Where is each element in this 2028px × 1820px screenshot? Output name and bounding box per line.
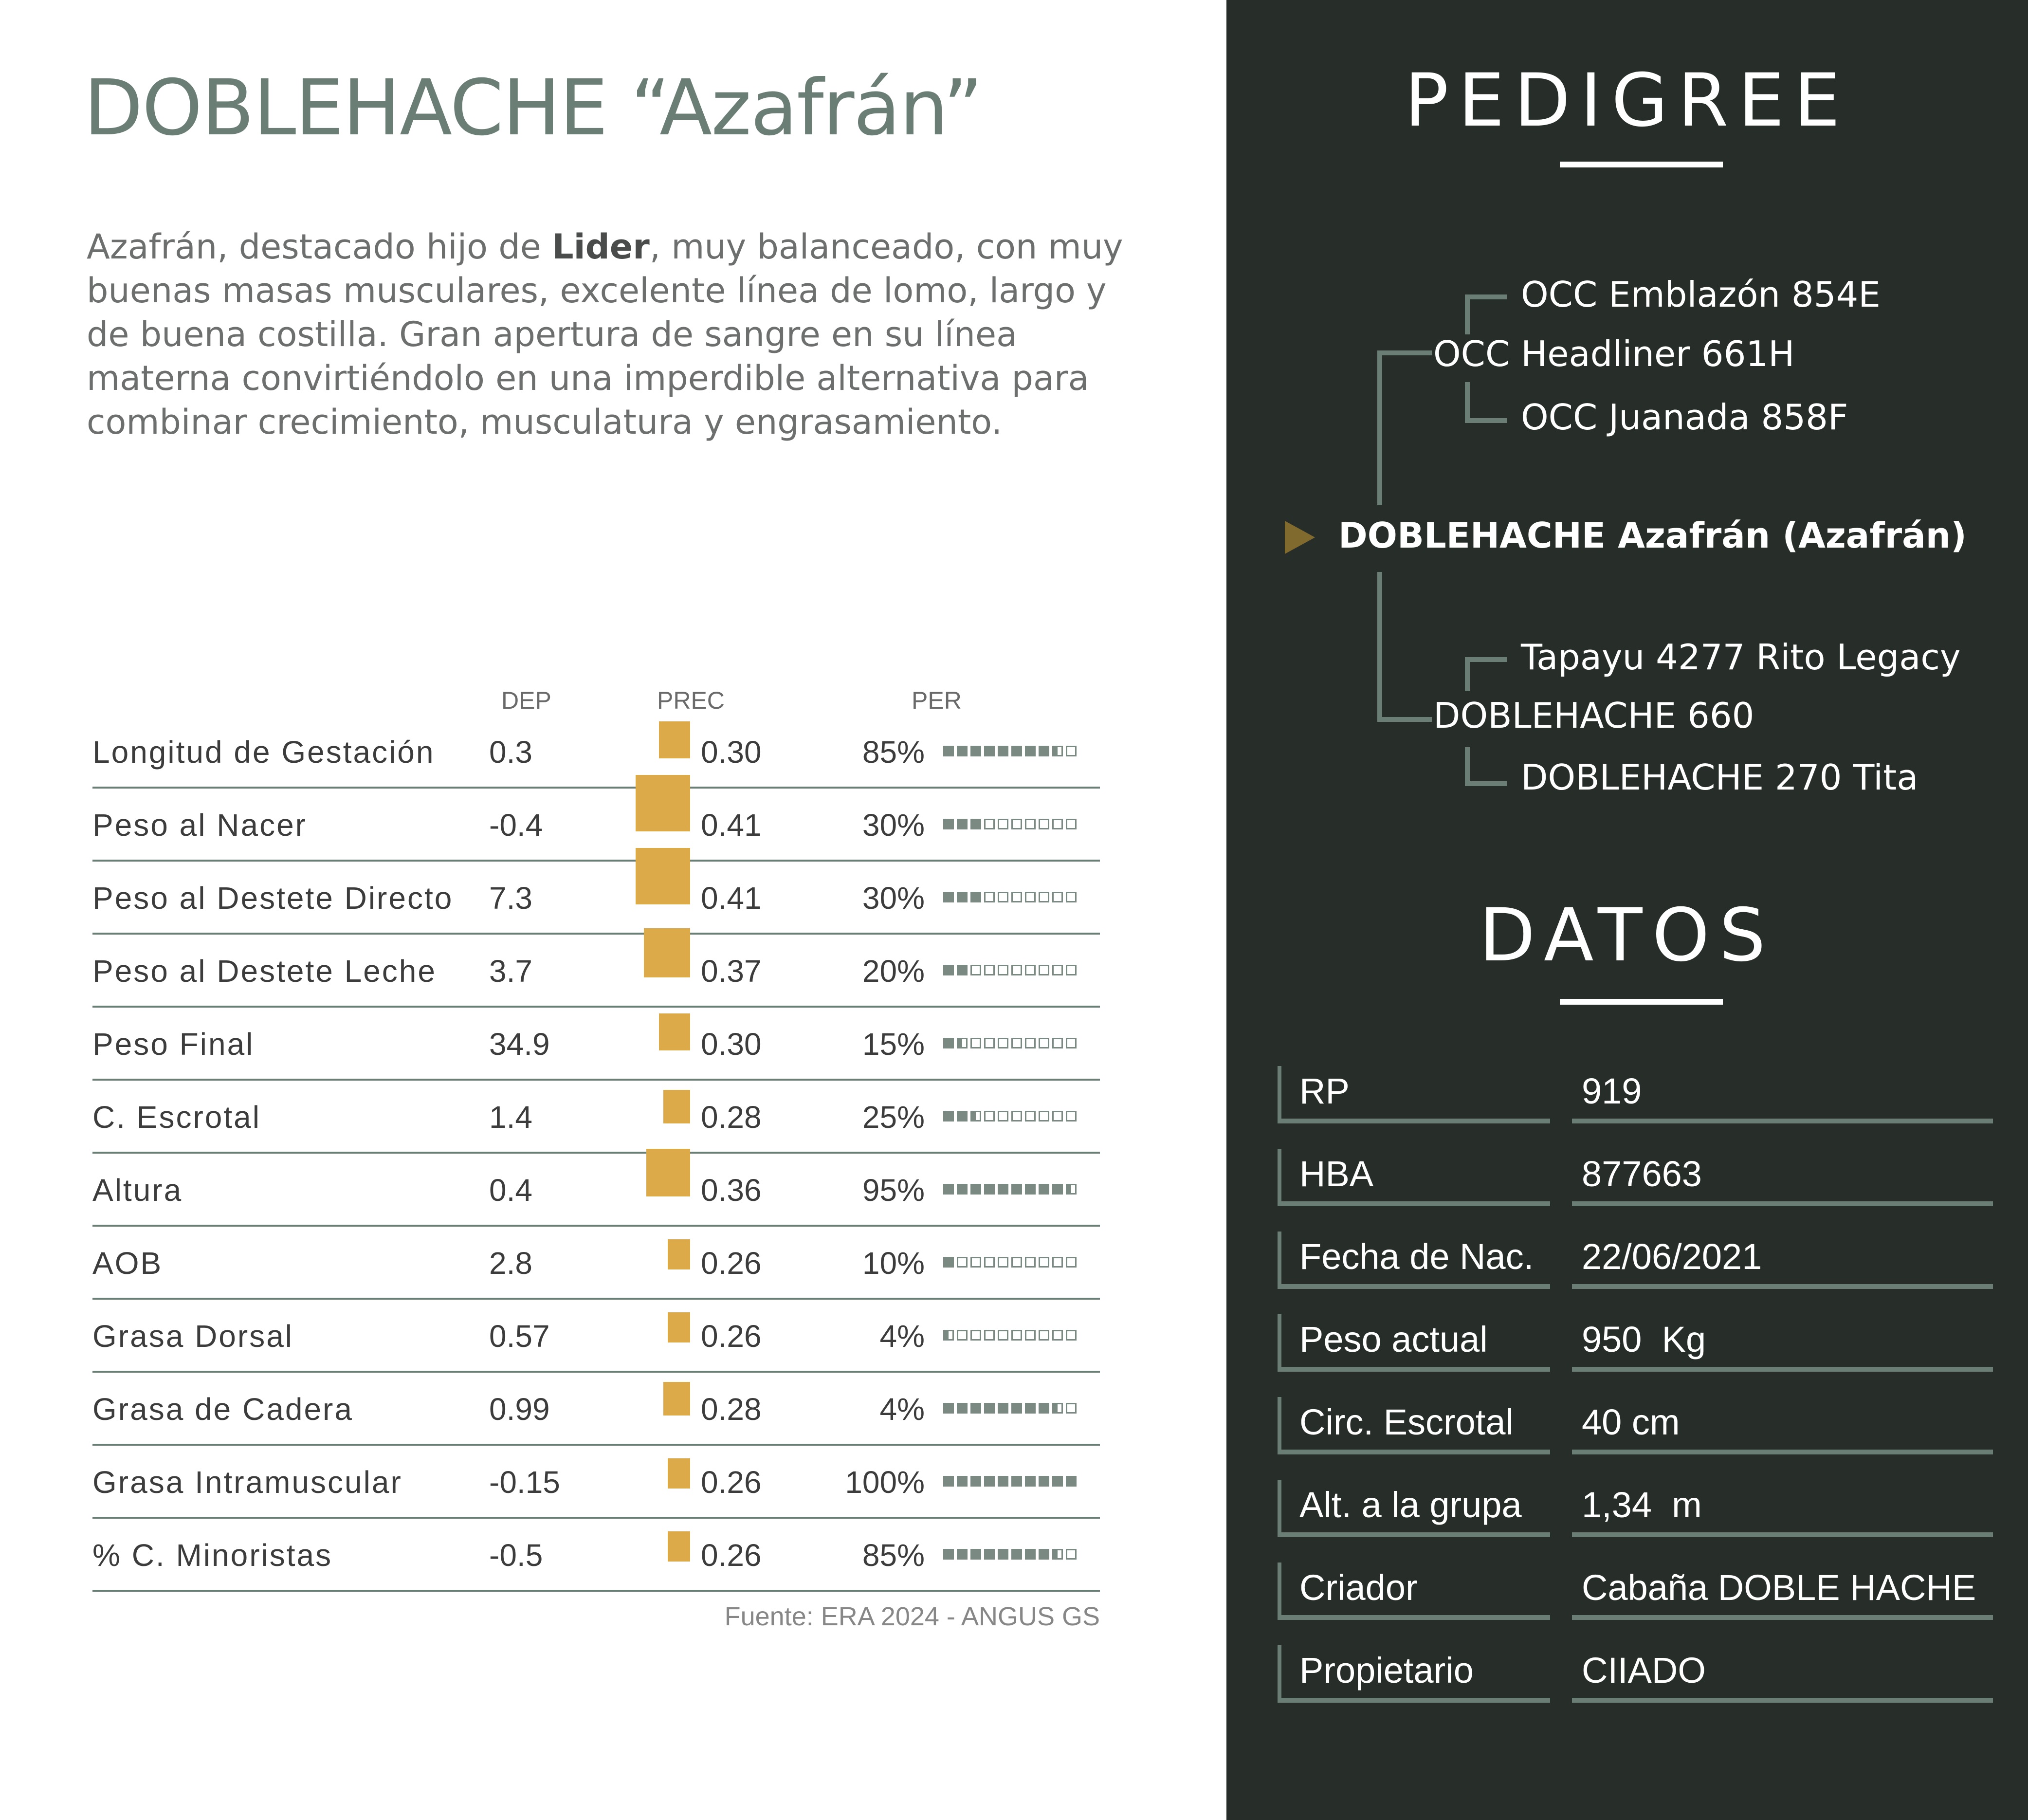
trait-name: Peso al Nacer: [92, 808, 307, 843]
column-header-prec: PREC: [657, 687, 725, 714]
trait-accuracy: 0.36: [701, 1173, 762, 1208]
percentile-square: [1025, 1330, 1036, 1341]
datos-row: [1226, 1056, 2028, 1139]
trait-dep: 3.7: [489, 954, 532, 989]
accuracy-bar: [668, 1312, 690, 1342]
datos-value: 877663: [1582, 1154, 1702, 1194]
trait-dep: -0.15: [489, 1465, 560, 1500]
trait-dep: 0.99: [489, 1392, 550, 1427]
percentile-square: [1052, 892, 1063, 902]
percentile-square: [984, 746, 995, 756]
percentile-square: [1025, 1111, 1036, 1121]
table-row: [0, 789, 1100, 862]
trait-name: Altura: [92, 1173, 183, 1208]
percentile-square: [1025, 1476, 1036, 1487]
percentile-square: [1066, 1330, 1077, 1341]
percentile-meter: [943, 1111, 1079, 1123]
table-row: [0, 1081, 1100, 1154]
trait-dep: 1.4: [489, 1100, 532, 1135]
datos-label: Criador: [1299, 1567, 1418, 1608]
percentile-square: [1011, 746, 1022, 756]
percentile-square: [1066, 1257, 1077, 1268]
percentile-square: [1039, 1476, 1049, 1487]
percentile-square: [1052, 819, 1063, 829]
trait-percentile: 30%: [862, 808, 925, 843]
datos-label: HBA: [1299, 1154, 1374, 1194]
percentile-square: [957, 1038, 968, 1048]
percentile-square: [943, 965, 954, 975]
percentile-square: [998, 1403, 1008, 1414]
accuracy-bar: [668, 1458, 690, 1489]
percentile-square: [1011, 1403, 1022, 1414]
trait-accuracy: 0.28: [701, 1392, 762, 1427]
percentile-square: [957, 1403, 968, 1414]
datos-value: 22/06/2021: [1582, 1236, 1762, 1277]
trait-name: C. Escrotal: [92, 1100, 261, 1135]
accuracy-bar: [644, 928, 690, 977]
percentile-square: [1066, 1038, 1077, 1048]
pedigree-connector: [1377, 350, 1432, 355]
table-row: [0, 1373, 1100, 1446]
trait-name: Peso al Destete Directo: [92, 881, 454, 916]
table-row: [0, 716, 1100, 789]
description-sire-name: Lider: [552, 227, 650, 267]
percentile-square: [984, 1403, 995, 1414]
datos-row: [1226, 1553, 2028, 1636]
percentile-square: [957, 1184, 968, 1195]
percentile-meter: [943, 1403, 1079, 1416]
percentile-square: [970, 819, 981, 829]
percentile-square: [1025, 1403, 1036, 1414]
trait-name: Grasa Intramuscular: [92, 1465, 402, 1500]
datos-row: [1226, 1139, 2028, 1222]
trait-dep: 7.3: [489, 881, 532, 916]
trait-accuracy: 0.30: [701, 1027, 762, 1062]
percentile-square: [998, 1549, 1008, 1560]
percentile-square: [1039, 1330, 1049, 1341]
percentile-square: [1052, 1549, 1063, 1560]
percentile-square: [957, 1330, 968, 1341]
pedigree-connector: [1465, 747, 1470, 786]
trait-dep: 0.4: [489, 1173, 532, 1208]
percentile-square: [1011, 1257, 1022, 1268]
percentile-square: [984, 819, 995, 829]
table-row: [0, 1519, 1100, 1592]
table-row: [0, 935, 1100, 1008]
percentile-square: [957, 1257, 968, 1268]
trait-percentile: 30%: [862, 881, 925, 916]
percentile-square: [1052, 1184, 1063, 1195]
pedigree-pointer-icon: [1285, 521, 1315, 554]
trait-name: Peso al Destete Leche: [92, 954, 437, 989]
percentile-square: [1039, 1549, 1049, 1560]
percentile-square: [998, 1476, 1008, 1487]
accuracy-bar: [663, 1382, 690, 1416]
percentile-meter: [943, 1038, 1079, 1050]
percentile-square: [943, 746, 954, 756]
table-row: [0, 862, 1100, 935]
percentile-square: [1039, 965, 1049, 975]
percentile-square: [1025, 1038, 1036, 1048]
percentile-square: [1025, 1184, 1036, 1195]
percentile-meter: [943, 1330, 1079, 1342]
source-note: Fuente: ERA 2024 - ANGUS GS: [724, 1602, 1100, 1631]
percentile-square: [998, 1330, 1008, 1341]
datos-label: Peso actual: [1299, 1319, 1488, 1360]
accuracy-bar: [646, 1149, 690, 1196]
trait-name: Grasa Dorsal: [92, 1319, 293, 1354]
percentile-square: [970, 1549, 981, 1560]
percentile-square: [970, 1403, 981, 1414]
trait-accuracy: 0.30: [701, 735, 762, 770]
percentile-square: [1011, 1184, 1022, 1195]
pedigree-dam-dam: DOBLEHACHE 270 Tita: [1521, 757, 1918, 798]
percentile-meter: [943, 1476, 1079, 1489]
trait-percentile: 85%: [862, 1538, 925, 1573]
right-panel: [1226, 0, 2028, 1820]
trait-dep: 0.3: [489, 735, 532, 770]
percentile-square: [1025, 965, 1036, 975]
percentile-square: [957, 1476, 968, 1487]
trait-accuracy: 0.28: [701, 1100, 762, 1135]
percentile-square: [957, 965, 968, 975]
percentile-square: [970, 1184, 981, 1195]
percentile-square: [1066, 1549, 1077, 1560]
percentile-square: [998, 1111, 1008, 1121]
percentile-square: [1011, 1038, 1022, 1048]
percentile-square: [957, 819, 968, 829]
datos-label: Circ. Escrotal: [1299, 1402, 1514, 1442]
percentile-square: [998, 819, 1008, 829]
percentile-square: [1011, 1330, 1022, 1341]
pedigree-connector: [1377, 350, 1382, 505]
percentile-square: [984, 1184, 995, 1195]
percentile-square: [1039, 892, 1049, 902]
percentile-meter: [943, 1257, 1079, 1269]
percentile-square: [984, 965, 995, 975]
trait-name: Peso Final: [92, 1027, 255, 1062]
percentile-square: [984, 1549, 995, 1560]
trait-accuracy: 0.37: [701, 954, 762, 989]
percentile-square: [957, 1111, 968, 1121]
percentile-square: [957, 746, 968, 756]
description: [87, 225, 1133, 444]
datos-row: [1226, 1636, 2028, 1718]
percentile-square: [943, 1330, 954, 1341]
percentile-square: [970, 1111, 981, 1121]
trait-dep: 0.57: [489, 1319, 550, 1354]
percentile-square: [1052, 1330, 1063, 1341]
percentile-square: [943, 1476, 954, 1487]
percentile-square: [957, 892, 968, 902]
trait-percentile: 15%: [862, 1027, 925, 1062]
percentile-square: [984, 892, 995, 902]
datos-heading-rule: [1560, 999, 1723, 1005]
percentile-square: [970, 892, 981, 902]
datos-row: [1226, 1222, 2028, 1305]
pedigree-sire-dam: OCC Juanada 858F: [1521, 397, 1848, 438]
accuracy-bar: [668, 1239, 690, 1269]
percentile-square: [943, 1549, 954, 1560]
percentile-meter: [943, 892, 1079, 904]
pedigree-dam: DOBLEHACHE 660: [1433, 695, 1754, 736]
table-row: [0, 1008, 1100, 1081]
trait-accuracy: 0.26: [701, 1465, 762, 1500]
pedigree-connector: [1377, 717, 1432, 722]
accuracy-bar: [668, 1531, 690, 1562]
percentile-square: [1066, 746, 1077, 756]
pedigree-connector: [1465, 418, 1507, 423]
trait-percentile: 4%: [879, 1392, 925, 1427]
percentile-square: [1052, 1038, 1063, 1048]
percentile-meter: [943, 1184, 1079, 1196]
trait-accuracy: 0.26: [701, 1319, 762, 1354]
table-row: [0, 1446, 1100, 1519]
percentile-square: [984, 1111, 995, 1121]
percentile-square: [1011, 819, 1022, 829]
percentile-square: [1039, 1038, 1049, 1048]
percentile-square: [998, 1038, 1008, 1048]
percentile-square: [957, 1549, 968, 1560]
percentile-meter: [943, 746, 1079, 758]
percentile-square: [1066, 1403, 1077, 1414]
table-row: [0, 1154, 1100, 1227]
percentile-square: [984, 1038, 995, 1048]
percentile-square: [1011, 1476, 1022, 1487]
percentile-square: [1011, 1111, 1022, 1121]
datos-row: [1226, 1470, 2028, 1553]
percentile-square: [1025, 892, 1036, 902]
trait-accuracy: 0.26: [701, 1538, 762, 1573]
datos-label: Alt. a la grupa: [1299, 1485, 1522, 1525]
percentile-square: [1039, 1111, 1049, 1121]
pedigree-sire-sire: OCC Emblazón 854E: [1521, 274, 1881, 315]
trait-accuracy: 0.41: [701, 881, 762, 916]
description-intro: Azafrán, destacado hijo de: [87, 227, 552, 267]
percentile-square: [1011, 1549, 1022, 1560]
datos-row: [1226, 1387, 2028, 1470]
trait-percentile: 85%: [862, 735, 925, 770]
percentile-square: [1052, 1403, 1063, 1414]
percentile-square: [943, 892, 954, 902]
pedigree-dam-sire: Tapayu 4277 Rito Legacy: [1521, 637, 1961, 678]
trait-dep: -0.4: [489, 808, 543, 843]
trait-percentile: 20%: [862, 954, 925, 989]
percentile-square: [1011, 892, 1022, 902]
pedigree-connector: [1465, 657, 1470, 691]
datos-value: CIIADO: [1582, 1650, 1706, 1691]
pedigree-connector: [1465, 294, 1470, 334]
percentile-square: [1052, 965, 1063, 975]
pedigree-heading-rule: [1560, 162, 1723, 167]
pedigree-sire: OCC Headliner 661H: [1433, 333, 1795, 374]
percentile-square: [1039, 1403, 1049, 1414]
trait-name: Grasa de Cadera: [92, 1392, 353, 1427]
accuracy-bar: [663, 1090, 690, 1123]
trait-percentile: 25%: [862, 1100, 925, 1135]
percentile-square: [970, 1330, 981, 1341]
percentile-meter: [943, 819, 1079, 831]
percentile-square: [943, 1111, 954, 1121]
percentile-square: [1052, 1257, 1063, 1268]
percentile-square: [1052, 1476, 1063, 1487]
description-body: , muy balanceado, con muy buenas masas musculares, excelente línea de lomo, largo y de buena costilla. Gran apertura de sangre en su línea materna convirtiéndolo en una imperdible alternativa para combinar crecimiento, musculatura y engrasamiento.: [87, 227, 1123, 442]
accuracy-bar: [659, 1013, 690, 1050]
accuracy-bar: [636, 848, 690, 904]
percentile-square: [970, 746, 981, 756]
column-header-dep: DEP: [501, 687, 551, 714]
percentile-square: [943, 1184, 954, 1195]
percentile-square: [1066, 1184, 1077, 1195]
percentile-square: [998, 965, 1008, 975]
table-row: [0, 1227, 1100, 1300]
percentile-square: [984, 1476, 995, 1487]
accuracy-bar: [659, 721, 690, 758]
page-title: DOBLEHACHE “Azafrán”: [84, 63, 982, 153]
pedigree-heading: PEDIGREE: [1405, 58, 1850, 143]
datos-heading: DATOS: [1479, 893, 1775, 978]
trait-name: AOB: [92, 1246, 163, 1281]
percentile-square: [970, 1476, 981, 1487]
trait-percentile: 95%: [862, 1173, 925, 1208]
percentile-square: [1025, 746, 1036, 756]
percentile-square: [1066, 1111, 1077, 1121]
percentile-square: [1039, 1184, 1049, 1195]
percentile-square: [998, 892, 1008, 902]
percentile-square: [970, 965, 981, 975]
pedigree-connector: [1465, 294, 1507, 299]
percentile-square: [1066, 819, 1077, 829]
trait-accuracy: 0.41: [701, 808, 762, 843]
datos-value: 40 cm: [1582, 1402, 1680, 1442]
percentile-square: [943, 1038, 954, 1048]
percentile-square: [943, 1257, 954, 1268]
trait-name: % C. Minoristas: [92, 1538, 333, 1573]
datos-value: Cabaña DOBLE HACHE: [1582, 1567, 1976, 1608]
column-header-per: PER: [912, 687, 962, 714]
percentile-square: [1052, 1111, 1063, 1121]
datos-label: Fecha de Nac.: [1299, 1236, 1534, 1277]
percentile-square: [1039, 746, 1049, 756]
accuracy-bar: [636, 775, 690, 831]
percentile-meter: [943, 1549, 1079, 1562]
percentile-square: [970, 1038, 981, 1048]
percentile-square: [1039, 819, 1049, 829]
datos-row: [1226, 1305, 2028, 1387]
percentile-square: [1066, 892, 1077, 902]
percentile-square: [1066, 965, 1077, 975]
percentile-square: [998, 1257, 1008, 1268]
percentile-square: [1025, 819, 1036, 829]
pedigree-animal: DOBLEHACHE Azafrán (Azafrán): [1338, 515, 1967, 556]
trait-dep: 2.8: [489, 1246, 532, 1281]
percentile-square: [1066, 1476, 1077, 1487]
datos-value: 1,34 m: [1582, 1485, 1702, 1525]
table-row: [0, 1300, 1100, 1373]
pedigree-connector: [1465, 382, 1470, 423]
percentile-square: [998, 746, 1008, 756]
trait-percentile: 100%: [845, 1465, 925, 1500]
row-divider: [92, 1590, 1100, 1592]
datos-value: 919: [1582, 1071, 1642, 1111]
pedigree-connector: [1465, 781, 1507, 786]
datos-label: Propietario: [1299, 1650, 1474, 1691]
percentile-square: [1052, 746, 1063, 756]
percentile-square: [970, 1257, 981, 1268]
trait-dep: 34.9: [489, 1027, 550, 1062]
percentile-meter: [943, 965, 1079, 977]
datos-value: 950 Kg: [1582, 1319, 1706, 1360]
percentile-square: [943, 819, 954, 829]
percentile-square: [1039, 1257, 1049, 1268]
percentile-square: [984, 1257, 995, 1268]
percentile-square: [984, 1330, 995, 1341]
pedigree-connector: [1465, 657, 1507, 662]
trait-percentile: 10%: [862, 1246, 925, 1281]
percentile-square: [1025, 1549, 1036, 1560]
percentile-square: [1025, 1257, 1036, 1268]
trait-name: Longitud de Gestación: [92, 735, 435, 770]
trait-percentile: 4%: [879, 1319, 925, 1354]
percentile-square: [943, 1403, 954, 1414]
percentile-square: [998, 1184, 1008, 1195]
percentile-square: [1011, 965, 1022, 975]
trait-dep: -0.5: [489, 1538, 543, 1573]
pedigree-connector: [1377, 572, 1382, 722]
datos-label: RP: [1299, 1071, 1350, 1111]
trait-accuracy: 0.26: [701, 1246, 762, 1281]
